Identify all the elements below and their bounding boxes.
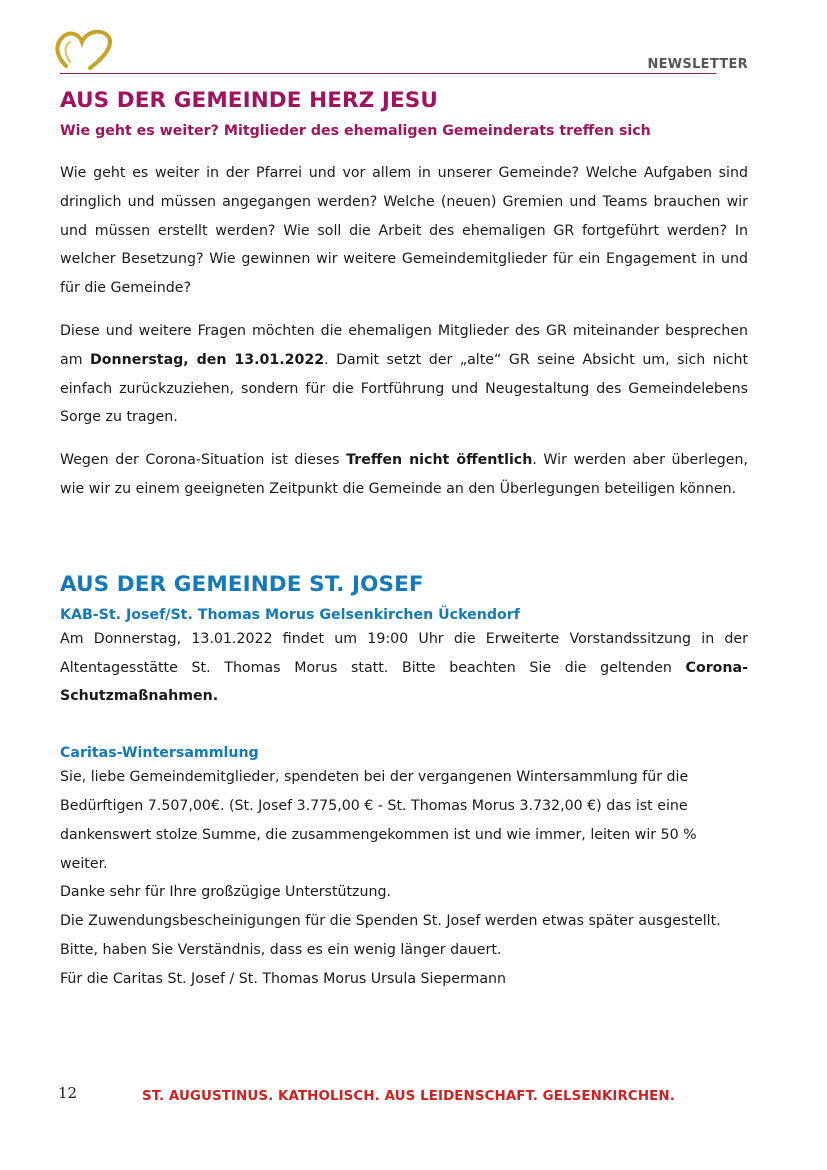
corona-measures: Corona-Schutzmaßnahmen. [60,659,748,705]
caritas-paragraph-2: Danke sehr für Ihre großzügige Unterstützung. [60,884,392,901]
paragraph-3 [60,446,748,504]
caritas-title: Caritas-Wintersammlung [60,745,259,762]
section-title-herz-jesu: AUS DER GEMEINDE HERZ JESU [60,88,438,113]
article-subtitle: Wie geht es weiter? Mitglieder des ehemaligen Gemeinderats treffen sich [60,123,651,139]
meeting-date: Donnerstag, den 13.01.2022 [90,351,325,368]
page-content [60,88,748,994]
section-title-st-josef: AUS DER GEMEINDE ST. JOSEF [60,571,424,597]
paragraph-3-text-b: . Wir werden aber überlegen, wie wir zu einem geeigneten Zeitpunkt die Gemeinde an den Überlegungen beteiligen können. [60,452,748,497]
caritas-signature: Für die Caritas St. Josef / St. Thomas Morus Ursula Siepermann [60,970,507,987]
header-rule [60,73,716,74]
heart-logo-icon [52,26,114,74]
paragraph-2 [60,317,748,432]
kab-title: KAB-St. Josef/St. Thomas Morus Gelsenkirchen Ückendorf [60,606,520,623]
caritas-paragraph-1: Sie, liebe Gemeindemitglieder, spendeten bei der vergangenen Wintersammlung für die Bedürftigen 7.507,00€. (St. Josef 3.775,00 € - St. Thomas Morus 3.732,00 €) das ist eine dankenswert stolze Summe, die zusammengekommen ist und wie immer, leiten wir 50 % weiter. [60,769,697,872]
caritas-paragraph-3: Die Zuwendungsbescheinigungen für die Spenden St. Josef werden etwas später ausgestellt. Bitte, haben Sie Verständnis, dass es ein wenig länger dauert. [60,913,721,958]
paragraph-2-text-b: . Damit setzt der „alte“ GR seine Absicht um, sich nicht einfach zurückzuziehen, sondern für die Fortführung und Neugestaltung des Gemeindelebens Sorge zu tragen. [60,351,749,426]
kab-text: Am Donnerstag, 13.01.2022 findet um 19:00 Uhr die Erweiterte Vorstandssitzung in der Altentagesstätte St. Thomas Morus statt. Bitte beachten Sie die geltenden [60,630,748,676]
header-label: NEWSLETTER [647,57,748,72]
kab-paragraph [60,625,748,711]
paragraph-2-text-a: Diese und weitere Fragen möchten die ehemaligen Mitglieder des GR miteinander besprechen am [60,322,748,368]
footer-motto: ST. AUGUSTINUS. KATHOLISCH. AUS LEIDENSCHAFT. GELSENKIRCHEN. [142,1089,675,1104]
paragraph-1-text: Wie geht es weiter in der Pfarrei und vor allem in unserer Gemeinde? Welche Aufgaben sind dringlich und müssen angegangen werden? Welche (neuen) Gremien und Teams brauchen wir und müssen erstellt werden? Wie soll die Arbeit des ehemaligen GR fortgeführt werden? In welcher Besetzung? Wie gewinnen wir weitere Gemeindemitglieder für ein Engagement in und für die Gemeinde? [60,165,748,297]
not-public-note: Treffen nicht öffentlich [346,452,533,469]
paragraph-3-text-a: Wegen der Corona-Situation ist dieses [60,452,347,469]
paragraph-1 [60,159,748,303]
page-number: 12 [58,1084,78,1102]
